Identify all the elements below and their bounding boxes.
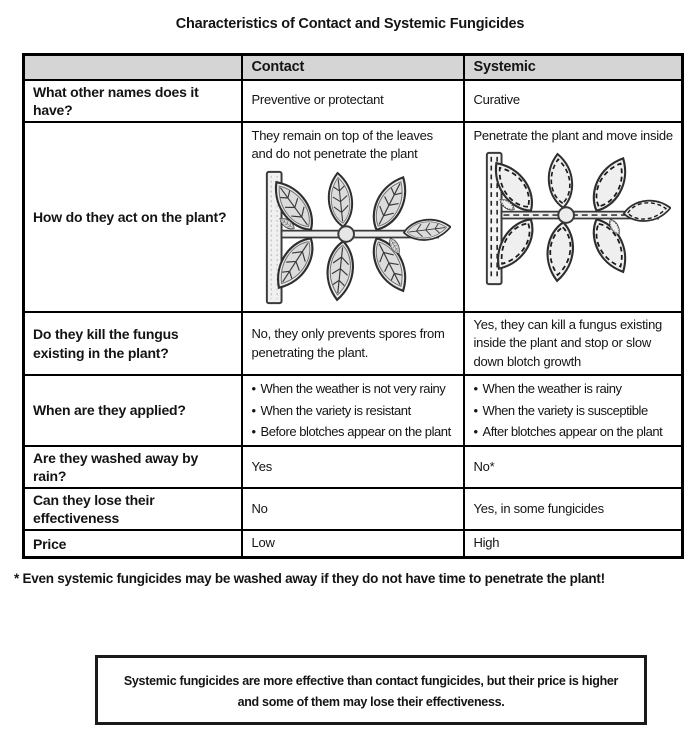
- cell-systemic-how-they-act: [464, 122, 683, 312]
- node: [559, 208, 575, 224]
- list-item: [252, 422, 455, 442]
- table-row-other-names: [24, 80, 683, 122]
- page-title: Characteristics of Contact and Systemic Fungicides: [175, 16, 525, 32]
- cell-systemic-when-applied: [464, 375, 683, 446]
- header-empty-cell: [24, 55, 242, 80]
- table-header-row: [24, 55, 683, 80]
- bullet-text: When the weather is rainy: [482, 381, 622, 397]
- cell-contact-other-names: Preventive or protectant: [242, 80, 464, 122]
- systemic-applied-bullet-list: [474, 379, 674, 442]
- summary-line-1: Systemic fungicides are more effective than contact fungicides, but their price is higher: [123, 674, 619, 688]
- bullet-text: When the weather is not very rainy: [260, 381, 446, 397]
- node: [338, 226, 354, 242]
- bullet-icon: •: [251, 424, 256, 440]
- cell-systemic-lose-effectiveness: Yes, in some fungicides: [464, 488, 683, 530]
- contact-leaves-illustration: [255, 168, 451, 307]
- bullet-text: When the variety is resistant: [260, 402, 411, 418]
- row-label-how-they-act: How do they act on the plant?: [24, 122, 242, 312]
- bullet-icon: •: [473, 402, 478, 418]
- list-item: [474, 401, 674, 421]
- cell-contact-price: Low: [242, 530, 464, 557]
- bullet-text: Before blotches appear on the plant: [260, 424, 451, 440]
- bullet-text: When the variety is susceptible: [482, 402, 648, 418]
- cell-contact-when-applied: [242, 375, 464, 446]
- table-row-how-they-act: [24, 122, 683, 312]
- systemic-action-text: Penetrate the plant and move inside: [473, 127, 673, 143]
- table-row-price: [24, 530, 683, 557]
- bullet-icon: •: [251, 381, 256, 397]
- comparison-table: [22, 53, 684, 559]
- cell-contact-washed-away: Yes: [242, 446, 464, 488]
- cell-systemic-washed-away: No*: [464, 446, 683, 488]
- header-contact: Contact: [242, 55, 464, 80]
- cell-contact-lose-effectiveness: No: [242, 488, 464, 530]
- summary-line-2: and some of them may lose their effectiveness.: [237, 694, 505, 709]
- systemic-leaves-illustration: [475, 149, 671, 288]
- table-row-washed-away: [24, 446, 683, 488]
- contact-applied-bullet-list: [252, 379, 455, 442]
- list-item: [474, 422, 674, 442]
- list-item: [252, 401, 455, 421]
- bullet-icon: •: [473, 424, 478, 440]
- contact-action-text: They remain on top of the leaves and do not penetrate the plant: [251, 127, 433, 162]
- cell-contact-kill-fungus: No, they only prevents spores from penetrating the plant.: [242, 312, 464, 375]
- list-item: [252, 379, 455, 399]
- table-row-lose-effectiveness: [24, 488, 683, 530]
- table-row-kill-fungus: [24, 312, 683, 375]
- row-label-washed-away: Are they washed away by rain?: [24, 446, 242, 488]
- row-label-lose-effectiveness: Can they lose their effectiveness: [24, 488, 242, 530]
- bullet-icon: •: [251, 402, 256, 418]
- bullet-text: After blotches appear on the plant: [482, 424, 663, 440]
- row-label-kill-fungus: Do they kill the fungus existing in the plant?: [24, 312, 242, 375]
- row-label-other-names: What other names does it have?: [24, 80, 242, 122]
- cell-contact-how-they-act: [242, 122, 464, 312]
- row-label-when-applied: When are they applied?: [24, 375, 242, 446]
- bullet-icon: •: [473, 381, 478, 397]
- header-systemic: Systemic: [464, 55, 683, 80]
- cell-systemic-other-names: Curative: [464, 80, 683, 122]
- list-item: [474, 379, 674, 399]
- table-row-when-applied: [24, 375, 683, 446]
- summary-box: [95, 655, 647, 725]
- cell-systemic-kill-fungus: Yes, they can kill a fungus existing inside the plant and stop or slow down blotch growth: [464, 312, 683, 375]
- cell-systemic-price: High: [464, 530, 683, 557]
- footnote: * Even systemic fungicides may be washed away if they do not have time to penetrate the plant!: [14, 571, 605, 586]
- row-label-price: Price: [24, 530, 242, 557]
